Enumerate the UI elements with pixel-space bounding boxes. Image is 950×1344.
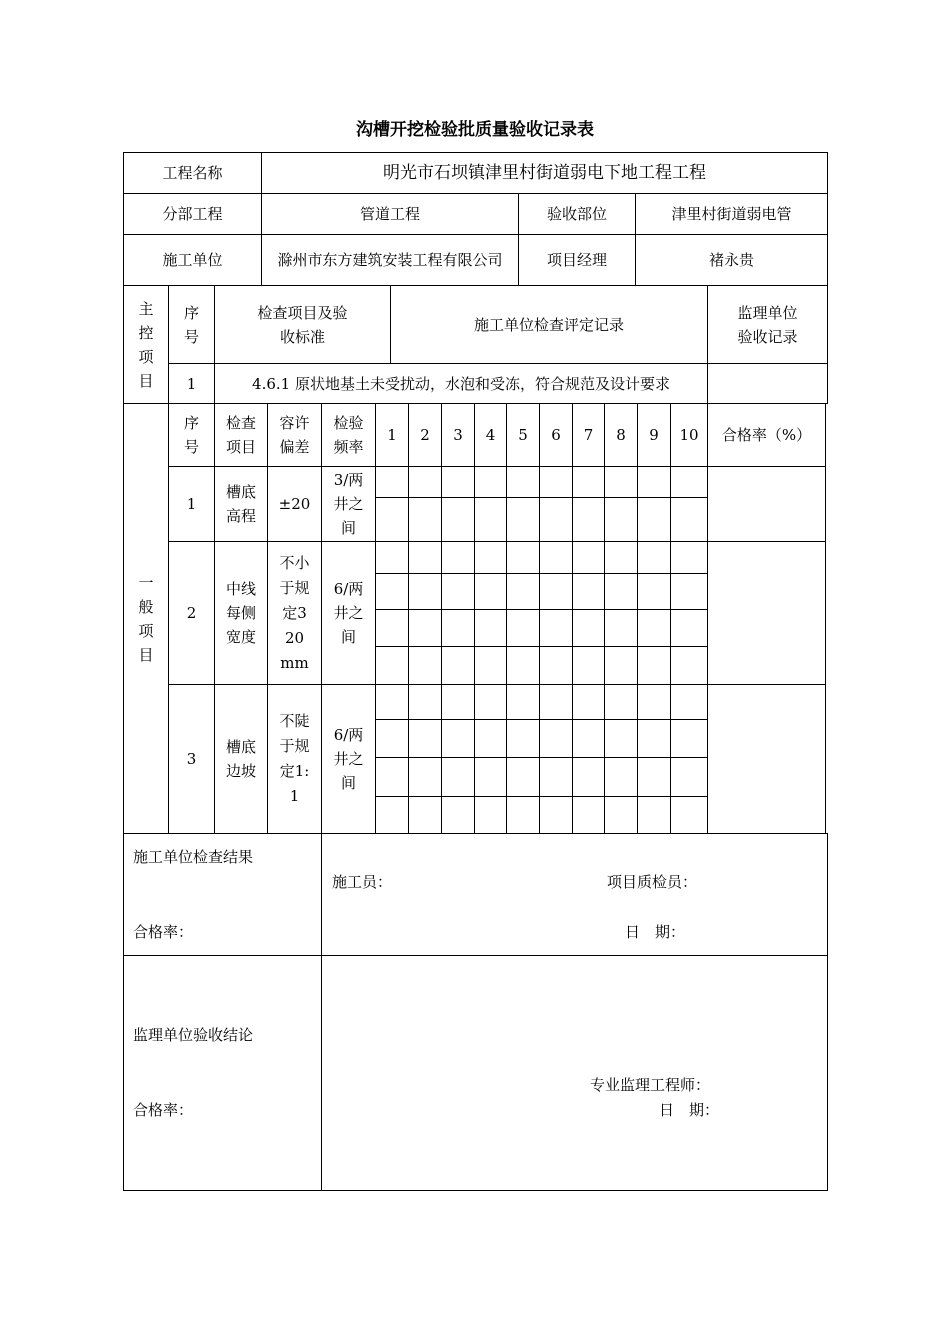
general-tolerance-header: 容许偏差	[267, 403, 322, 467]
point-header-4: 4	[474, 403, 507, 467]
grid-line	[408, 466, 409, 834]
general-row-3-item: 槽底边坡	[214, 684, 268, 834]
supervisor-pass-rate-label: 合格率：	[133, 1101, 194, 1119]
project-name-label: 工程名称	[123, 152, 262, 194]
grid-line	[474, 466, 475, 834]
contractor-pass-rate-label: 合格率：	[133, 923, 194, 941]
general-row-3-tolerance: 不陡于规定1:1	[267, 684, 322, 834]
grid-line	[707, 466, 708, 834]
document-title: 沟槽开挖检验批质量验收记录表	[356, 120, 594, 140]
general-row-2-item: 中线每侧宽度	[214, 541, 268, 685]
main-row-supervisor-cell	[707, 363, 828, 404]
general-row-2-frequency: 6/两井之间	[321, 541, 376, 685]
grid-line	[441, 466, 442, 834]
supervisor-date-label: 日 期：	[659, 1101, 720, 1119]
grid-line	[375, 609, 708, 610]
point-header-8: 8	[604, 403, 638, 467]
general-row-1-item: 槽底高程	[214, 466, 268, 542]
main-item-header: 检查项目及验收标准	[214, 285, 391, 364]
grid-line	[375, 646, 708, 647]
contractor-date-label: 日 期：	[625, 923, 686, 941]
sub-project-label: 分部工程	[123, 193, 262, 235]
general-item-header: 检查项目	[214, 403, 268, 467]
project-name-value: 明光市石坝镇津里村街道弱电下地工程工程	[261, 152, 828, 194]
grid-line	[375, 573, 708, 574]
grid-line	[604, 466, 605, 834]
point-header-3: 3	[441, 403, 475, 467]
grid-line	[539, 466, 540, 834]
general-row-1-pass-rate	[707, 466, 826, 542]
main-seq-header: 序号	[168, 285, 215, 364]
grid-line	[375, 757, 708, 758]
general-row-1-frequency: 3/两井之间	[321, 466, 376, 542]
manager-label: 项目经理	[518, 234, 636, 286]
point-header-7: 7	[572, 403, 605, 467]
grid-line	[375, 719, 708, 720]
main-control-section-label: 主控项目	[123, 285, 169, 404]
point-header-5: 5	[506, 403, 540, 467]
general-row-2-seq: 2	[168, 541, 215, 685]
sub-project-value: 管道工程	[261, 193, 519, 235]
contractor-result-divider	[321, 833, 322, 956]
contractor-result-label: 施工单位检查结果	[133, 848, 254, 866]
general-row-3-frequency: 6/两井之间	[321, 684, 376, 834]
main-row-seq: 1	[168, 363, 215, 404]
general-row-3-seq: 3	[168, 684, 215, 834]
inspection-part-value: 津里村街道弱电管	[635, 193, 828, 235]
general-frequency-header: 检验频率	[321, 403, 376, 467]
main-contractor-record-header: 施工单位检查评定记录	[390, 285, 708, 364]
grid-line	[506, 466, 507, 834]
general-section-label: 一般项目	[123, 403, 169, 834]
general-row-2-tolerance: 不小于规定320mm	[267, 541, 322, 685]
manager-value: 褚永贵	[635, 234, 828, 286]
point-header-6: 6	[539, 403, 573, 467]
grid-line	[375, 497, 708, 498]
supervisor-result-section	[123, 955, 828, 1191]
general-seq-header: 序号	[168, 403, 215, 467]
supervisor-engineer-label: 专业监理工程师：	[590, 1076, 711, 1094]
grid-line	[572, 466, 573, 834]
point-header-10: 10	[670, 403, 708, 467]
contractor-inspector-label: 项目质检员：	[607, 873, 698, 891]
grid-line	[637, 466, 638, 834]
contractor-value: 滁州市东方建筑安装工程有限公司	[261, 234, 519, 286]
grid-line	[375, 684, 708, 685]
point-header-9: 9	[637, 403, 671, 467]
inspection-part-label: 验收部位	[518, 193, 636, 235]
grid-line	[375, 796, 708, 797]
general-row-3-pass-rate	[707, 684, 826, 834]
contractor-label: 施工单位	[123, 234, 262, 286]
general-row-1-seq: 1	[168, 466, 215, 542]
grid-line	[375, 466, 376, 834]
supervisor-result-divider	[321, 955, 322, 1191]
pass-rate-header: 合格率（%）	[707, 403, 826, 467]
point-header-1: 1	[375, 403, 409, 467]
contractor-worker-label: 施工员：	[332, 873, 393, 891]
general-row-1-tolerance: ±20	[267, 466, 322, 542]
point-header-2: 2	[408, 403, 442, 467]
main-row-text: 4.6.1 原状地基土未受扰动，水泡和受冻，符合规范及设计要求	[214, 363, 708, 404]
grid-line	[375, 541, 708, 542]
supervisor-result-label: 监理单位验收结论	[133, 1026, 254, 1044]
main-supervisor-record-header: 监理单位验收记录	[707, 285, 828, 364]
general-row-2-pass-rate	[707, 541, 826, 685]
grid-line	[670, 466, 671, 834]
